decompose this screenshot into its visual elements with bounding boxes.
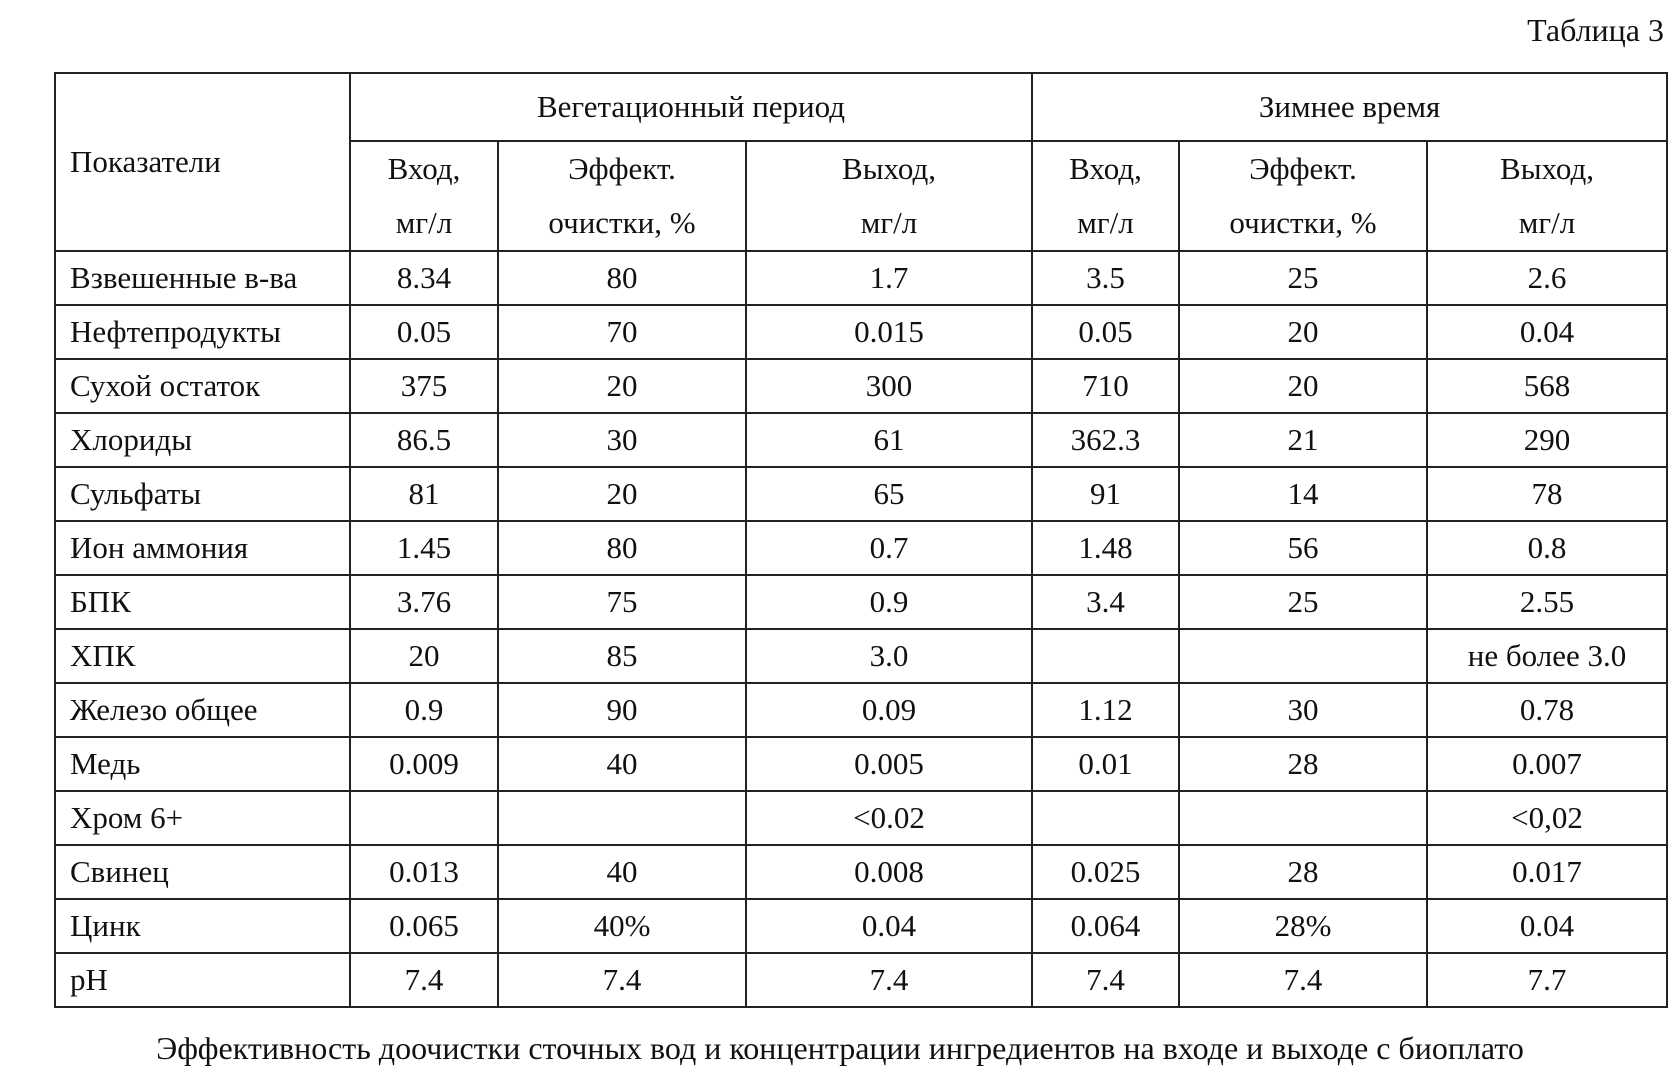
table-cell: 30 bbox=[1179, 683, 1427, 737]
row-label: Свинец bbox=[55, 845, 350, 899]
table-cell: 710 bbox=[1032, 359, 1179, 413]
table-cell: 0.04 bbox=[1427, 305, 1667, 359]
table-cell: 7.4 bbox=[1032, 953, 1179, 1007]
table-row bbox=[55, 575, 1667, 629]
table-cell: 3.5 bbox=[1032, 251, 1179, 305]
table-cell: 0.09 bbox=[746, 683, 1032, 737]
header-row-periods bbox=[55, 73, 1667, 141]
table-cell: 86.5 bbox=[350, 413, 498, 467]
table-cell: 30 bbox=[498, 413, 746, 467]
table-cell: 20 bbox=[1179, 305, 1427, 359]
table-row bbox=[55, 359, 1667, 413]
table-cell bbox=[1032, 791, 1179, 845]
table-cell: 91 bbox=[1032, 467, 1179, 521]
table-cell: 290 bbox=[1427, 413, 1667, 467]
table-cell: 20 bbox=[498, 359, 746, 413]
table-cell: 568 bbox=[1427, 359, 1667, 413]
table-cell: 28 bbox=[1179, 845, 1427, 899]
table-cell: 0.015 bbox=[746, 305, 1032, 359]
table-cell: 1.48 bbox=[1032, 521, 1179, 575]
table-cell: 0.05 bbox=[350, 305, 498, 359]
table-cell: 0.7 bbox=[746, 521, 1032, 575]
table-cell: 0.009 bbox=[350, 737, 498, 791]
row-label: Хлориды bbox=[55, 413, 350, 467]
table-cell: 0.04 bbox=[746, 899, 1032, 953]
table-cell: 3.0 bbox=[746, 629, 1032, 683]
table-cell: 0.05 bbox=[1032, 305, 1179, 359]
table-cell: 1.45 bbox=[350, 521, 498, 575]
table-cell: 0.065 bbox=[350, 899, 498, 953]
table-cell: 0.01 bbox=[1032, 737, 1179, 791]
table-cell: 40 bbox=[498, 737, 746, 791]
table-cell: 8.34 bbox=[350, 251, 498, 305]
column-header-winter-efficiency: Эффект. очистки, % bbox=[1179, 141, 1427, 251]
table-cell: 90 bbox=[498, 683, 746, 737]
table-cell: не более 3.0 bbox=[1427, 629, 1667, 683]
table-cell: 20 bbox=[498, 467, 746, 521]
table-cell: 0.9 bbox=[746, 575, 1032, 629]
column-header-veg-input: Вход, мг/л bbox=[350, 141, 498, 251]
table-cell: 1.7 bbox=[746, 251, 1032, 305]
table-cell: 85 bbox=[498, 629, 746, 683]
table-cell bbox=[1179, 791, 1427, 845]
table-cell: 14 bbox=[1179, 467, 1427, 521]
table-cell: 56 bbox=[1179, 521, 1427, 575]
row-label: Цинк bbox=[55, 899, 350, 953]
table-cell: 7.4 bbox=[1179, 953, 1427, 1007]
table-cell: 0.007 bbox=[1427, 737, 1667, 791]
table-row bbox=[55, 845, 1667, 899]
indicators-header: Показатели bbox=[55, 73, 350, 251]
column-header-winter-input: Вход, мг/л bbox=[1032, 141, 1179, 251]
row-label: Взвешенные в-ва bbox=[55, 251, 350, 305]
table-cell: 7.4 bbox=[350, 953, 498, 1007]
table-cell: 375 bbox=[350, 359, 498, 413]
table-cell: 65 bbox=[746, 467, 1032, 521]
row-label: Железо общее bbox=[55, 683, 350, 737]
table-cell: 61 bbox=[746, 413, 1032, 467]
table-row bbox=[55, 683, 1667, 737]
table-cell: 21 bbox=[1179, 413, 1427, 467]
table-row bbox=[55, 521, 1667, 575]
row-label: Сульфаты bbox=[55, 467, 350, 521]
table-row bbox=[55, 899, 1667, 953]
table-cell: 1.12 bbox=[1032, 683, 1179, 737]
column-header-veg-output: Выход, мг/л bbox=[746, 141, 1032, 251]
table-cell: 2.6 bbox=[1427, 251, 1667, 305]
table-cell: 3.76 bbox=[350, 575, 498, 629]
table-cell: 7.7 bbox=[1427, 953, 1667, 1007]
table-cell: 7.4 bbox=[746, 953, 1032, 1007]
column-header-winter-output: Выход, мг/л bbox=[1427, 141, 1667, 251]
table-row bbox=[55, 413, 1667, 467]
table-cell: 28% bbox=[1179, 899, 1427, 953]
table-cell: 40% bbox=[498, 899, 746, 953]
column-header-veg-efficiency: Эффект. очистки, % bbox=[498, 141, 746, 251]
row-label: ХПК bbox=[55, 629, 350, 683]
table-cell: 25 bbox=[1179, 251, 1427, 305]
table-cell: <0.02 bbox=[746, 791, 1032, 845]
table-row bbox=[55, 791, 1667, 845]
period-header-winter: Зимнее время bbox=[1032, 73, 1667, 141]
table-cell: 80 bbox=[498, 521, 746, 575]
table-cell: 3.4 bbox=[1032, 575, 1179, 629]
table-cell: 0.025 bbox=[1032, 845, 1179, 899]
table-cell: 7.4 bbox=[498, 953, 746, 1007]
row-label: БПК bbox=[55, 575, 350, 629]
table-cell bbox=[498, 791, 746, 845]
table-cell: 0.017 bbox=[1427, 845, 1667, 899]
table-cell: 70 bbox=[498, 305, 746, 359]
table-cell: 0.005 bbox=[746, 737, 1032, 791]
table-number-label: Таблица 3 bbox=[1527, 12, 1664, 48]
table-cell: 0.013 bbox=[350, 845, 498, 899]
table-cell: 20 bbox=[350, 629, 498, 683]
table-cell: 0.008 bbox=[746, 845, 1032, 899]
table-cell: 300 bbox=[746, 359, 1032, 413]
table-cell bbox=[1032, 629, 1179, 683]
table-row bbox=[55, 467, 1667, 521]
row-label: Сухой остаток bbox=[55, 359, 350, 413]
table-cell: 75 bbox=[498, 575, 746, 629]
table-caption: Эффективность доочистки сточных вод и концентрации ингредиентов на входе и выходе с биоплато bbox=[156, 1030, 1524, 1066]
table-cell: 81 bbox=[350, 467, 498, 521]
table-row bbox=[55, 737, 1667, 791]
row-label: Медь bbox=[55, 737, 350, 791]
period-header-vegetation: Вегетационный период bbox=[350, 73, 1032, 141]
table-cell: 0.064 bbox=[1032, 899, 1179, 953]
table-cell: 80 bbox=[498, 251, 746, 305]
table-cell: 0.8 bbox=[1427, 521, 1667, 575]
table-row bbox=[55, 953, 1667, 1007]
row-label: Хром 6+ bbox=[55, 791, 350, 845]
table-cell: <0,02 bbox=[1427, 791, 1667, 845]
table-row bbox=[55, 305, 1667, 359]
table-cell: 0.04 bbox=[1427, 899, 1667, 953]
table-cell: 20 bbox=[1179, 359, 1427, 413]
table-cell bbox=[350, 791, 498, 845]
table-cell: 0.9 bbox=[350, 683, 498, 737]
row-label: Нефтепродукты bbox=[55, 305, 350, 359]
table-body bbox=[55, 251, 1667, 1007]
results-table bbox=[54, 72, 1668, 1008]
table-cell: 0.78 bbox=[1427, 683, 1667, 737]
table-cell: 25 bbox=[1179, 575, 1427, 629]
table-row bbox=[55, 629, 1667, 683]
table-row bbox=[55, 251, 1667, 305]
table-cell: 40 bbox=[498, 845, 746, 899]
table-cell: 362.3 bbox=[1032, 413, 1179, 467]
row-label: pH bbox=[55, 953, 350, 1007]
table-cell: 28 bbox=[1179, 737, 1427, 791]
row-label: Ион аммония bbox=[55, 521, 350, 575]
table-cell: 78 bbox=[1427, 467, 1667, 521]
table-cell: 2.55 bbox=[1427, 575, 1667, 629]
table-cell bbox=[1179, 629, 1427, 683]
